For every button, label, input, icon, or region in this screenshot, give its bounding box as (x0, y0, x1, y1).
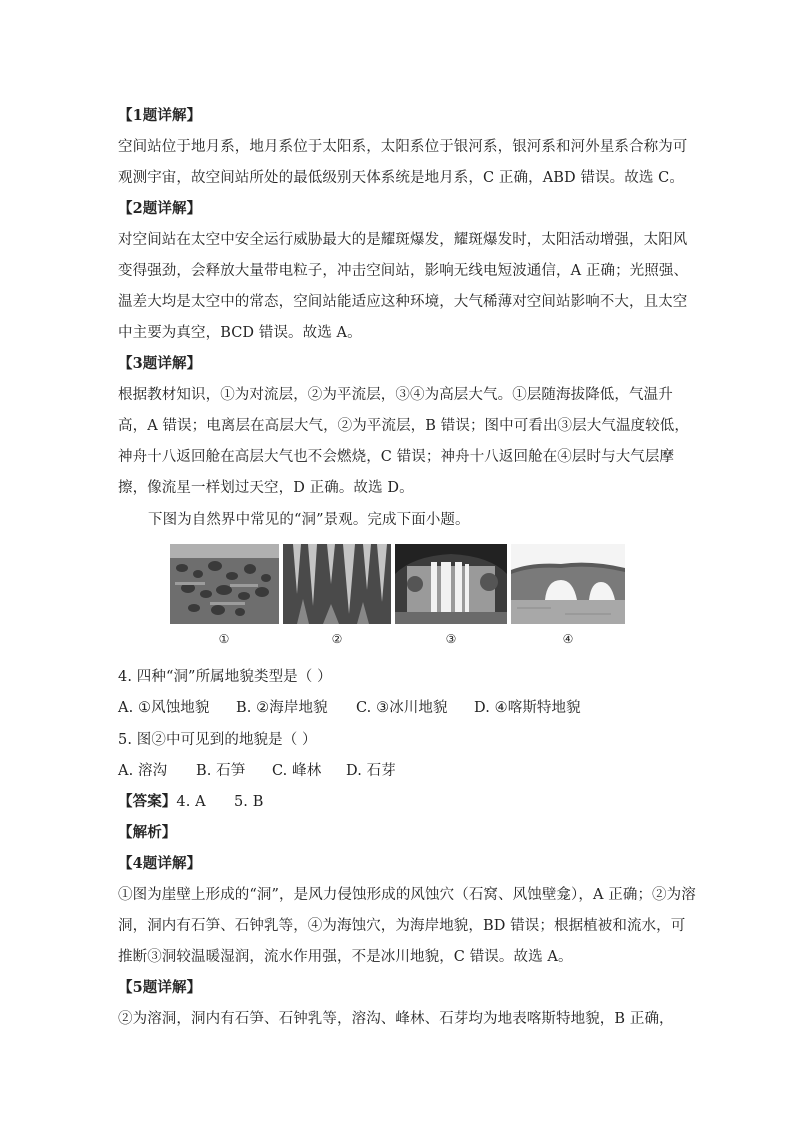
question-5-option: C. 峰林 (272, 763, 322, 779)
question-4-option: C. ③冰川地貌 (356, 700, 448, 716)
answer-line (118, 790, 263, 811)
section-2-line: 对空间站在太空中安全运行威胁最大的是耀斑爆发，耀斑爆发时，太阳活动增强，太阳风 (118, 232, 688, 248)
question-4-stem: 4. 四种“洞”所属地貌类型是（ ） (118, 669, 332, 685)
section-2-heading: 【2题详解】 (118, 200, 202, 217)
photo-caption: ③ (445, 632, 457, 646)
section-2-line: 温差大均是太空中的常态，空间站能适应这种环境，大气稀薄对空间站影响不大，且太空 (118, 294, 688, 310)
section-4-heading: 【4题详解】 (118, 855, 202, 872)
section-2-line: 中主要为真空，BCD 错误。故选 A。 (118, 325, 362, 341)
section-1-line: 空间站位于地月系，地月系位于太阳系，太阳系位于银河系，银河系和河外星系合称为可 (118, 139, 688, 155)
section-1-line: 观测宇宙，故空间站所处的最低级别天体系统是地月系，C 正确，ABD 错误。故选 C。 (118, 170, 684, 186)
section-4-line: 洞，洞内有石笋、石钟乳等，④为海蚀穴，为海岸地貌，BD 错误；根据植被和流水，可 (118, 918, 686, 934)
section-3-heading: 【3题详解】 (118, 355, 202, 372)
figure-intro: 下图为自然界中常见的“洞”景观。完成下面小题。 (148, 512, 470, 528)
section-3-line: 根据教材知识，①为对流层，②为平流层，③④为高层大气。①层随海拔降低，气温升 (118, 387, 673, 403)
section-3-line: 擦，像流星一样划过天空，D 正确。故选 D。 (118, 480, 414, 496)
question-4-option: A. ①风蚀地貌 (118, 700, 210, 716)
question-5-stem: 5. 图②中可见到的地貌是（ ） (118, 732, 317, 748)
photo-karst-cave (283, 544, 391, 624)
photo-caption: ① (218, 632, 230, 646)
section-4-line: ①图为崖壁上形成的“洞”，是风力侵蚀形成的风蚀穴（石窝、风蚀壁龛），A 正确；②为溶 (118, 887, 696, 903)
photo-wind-erosion-cave (170, 544, 279, 624)
photo-sea-arch (511, 544, 625, 624)
section-3-line: 高，A 错误；电离层在高层大气，②为平流层，B 错误；图中可看出③层大气温度较低， (118, 418, 689, 434)
section-5-heading: 【5题详解】 (118, 979, 202, 996)
section-1-heading: 【1题详解】 (118, 107, 202, 124)
question-5-option: A. 溶沟 (118, 763, 168, 779)
photo-caption: ④ (562, 632, 574, 646)
section-4-line: 推断③洞较温暖湿润，流水作用强，不是冰川地貌，C 错误。故选 A。 (118, 949, 573, 965)
question-4-option: B. ②海岸地貌 (236, 700, 328, 716)
answer-text: 4. A 5. B (176, 794, 264, 810)
question-5-option: D. 石芽 (346, 763, 396, 779)
question-4-option: D. ④喀斯特地貌 (474, 700, 581, 716)
section-3-line: 神舟十八返回舱在高层大气也不会燃烧，C 错误；神舟十八返回舱在④层时与大气层摩 (118, 449, 675, 465)
photo-waterfall-cave (395, 544, 507, 624)
analysis-heading: 【解析】 (118, 824, 177, 841)
answer-label: 【答案】 (118, 793, 177, 810)
section-2-line: 变得强劲，会释放大量带电粒子，冲击空间站，影响无线电短波通信，A 正确；光照强、 (118, 263, 689, 279)
section-5-line: ②为溶洞，洞内有石笋、石钟乳等，溶沟、峰林、石芽均为地表喀斯特地貌，B 正确， (118, 1011, 674, 1027)
photo-caption: ② (331, 632, 343, 646)
question-5-option: B. 石笋 (196, 763, 246, 779)
